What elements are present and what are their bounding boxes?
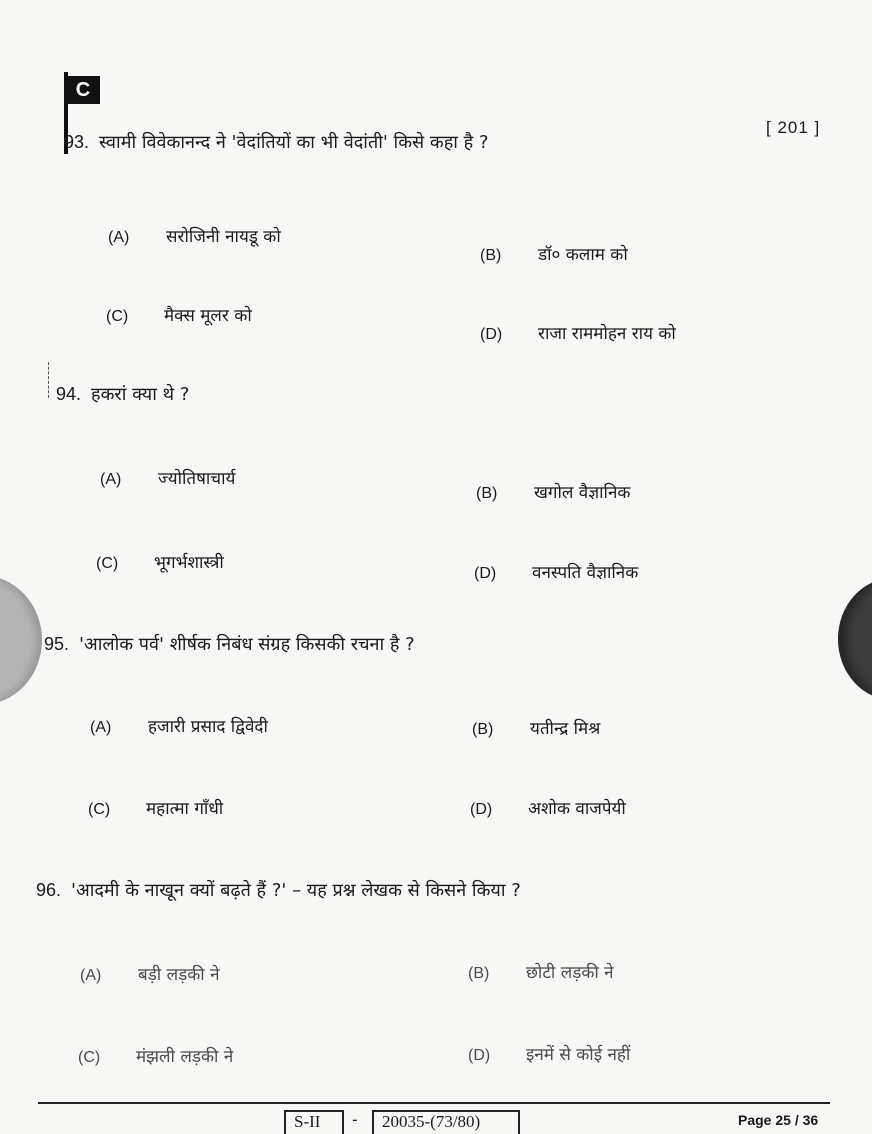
question-number: 94. — [56, 384, 82, 404]
footer-page-number: Page 25 / 36 — [738, 1112, 819, 1128]
question-text: 'आदमी के नाखून क्यों बढ़ते हैं ?' – यह प्रश्न लेखक से किसने किया ? — [71, 880, 521, 901]
q96-option-d — [468, 1042, 630, 1065]
question-95 — [44, 632, 415, 656]
punch-hole-right — [838, 578, 872, 700]
question-93 — [64, 130, 489, 154]
margin-mark — [48, 362, 51, 398]
footer-dash: - — [352, 1110, 358, 1129]
q96-option-b — [468, 960, 614, 983]
question-94 — [56, 382, 189, 406]
page-code: [ 201 ] — [766, 118, 821, 137]
question-text: स्वामी विवेकानन्द ने 'वेदांतियों का भी वेदांती' किसे कहा है ? — [99, 132, 489, 153]
option-label: (C) — [88, 801, 111, 818]
q94-option-b — [476, 480, 630, 503]
option-text: मैक्स मूलर को — [164, 306, 252, 326]
option-label: (C) — [96, 555, 119, 572]
option-text: खगोल वैज्ञानिक — [534, 483, 631, 503]
question-text: हकरां क्या थे ? — [91, 384, 190, 405]
option-label: (A) — [90, 719, 112, 736]
question-number: 93. — [64, 132, 90, 152]
footer-rule — [38, 1102, 830, 1104]
footer-set-box: S-II — [284, 1110, 344, 1134]
q94-option-d — [474, 560, 638, 583]
option-label: (D) — [480, 326, 503, 343]
question-96 — [36, 878, 521, 902]
option-label: (B) — [480, 247, 502, 264]
footer-code-box: 20035-(73/80) — [372, 1110, 520, 1134]
option-text: ज्योतिषाचार्य — [158, 469, 236, 489]
option-label: (A) — [80, 967, 102, 984]
option-text: भूगर्भशास्त्री — [154, 553, 224, 573]
q96-option-a — [80, 962, 220, 985]
option-text: बड़ी लड़की ने — [138, 965, 220, 985]
option-label: (D) — [474, 565, 497, 582]
option-text: सरोजिनी नायडू को — [166, 227, 281, 247]
punch-hole-left — [0, 575, 42, 705]
booklet-series-letter: C — [75, 79, 91, 101]
option-text: अशोक वाजपेयी — [528, 799, 626, 819]
option-label: (C) — [78, 1049, 101, 1066]
q93-option-a — [108, 224, 281, 247]
q93-option-c — [106, 303, 252, 326]
option-label: (B) — [476, 485, 498, 502]
option-text: इनमें से कोई नहीं — [526, 1045, 631, 1065]
q96-option-c — [78, 1044, 233, 1067]
question-number: 95. — [44, 634, 70, 654]
question-text: 'आलोक पर्व' शीर्षक निबंध संग्रह किसकी रचना है ? — [79, 634, 415, 655]
option-text: हजारी प्रसाद द्विवेदी — [148, 717, 268, 737]
option-label: (D) — [468, 1047, 491, 1064]
q95-option-c — [88, 796, 223, 819]
option-text: मंझली लड़की ने — [136, 1047, 234, 1067]
q94-option-a — [100, 466, 235, 489]
option-text: छोटी लड़की ने — [526, 963, 614, 983]
q94-option-c — [96, 550, 224, 573]
q95-option-b — [472, 716, 600, 739]
option-label: (D) — [470, 801, 493, 818]
option-label: (B) — [472, 721, 494, 738]
question-number: 96. — [36, 880, 62, 900]
option-text: वनस्पति वैज्ञानिक — [532, 563, 639, 583]
option-text: यतीन्द्र मिश्र — [530, 719, 601, 739]
option-text: डॉ० कलाम को — [538, 245, 628, 265]
q95-option-d — [470, 796, 626, 819]
option-label: (A) — [108, 229, 130, 246]
q95-option-a — [90, 714, 268, 737]
option-label: (B) — [468, 965, 490, 982]
option-label: (C) — [106, 308, 129, 325]
option-text: राजा राममोहन राय को — [538, 324, 676, 344]
option-text: महात्मा गाँधी — [146, 799, 224, 819]
option-label: (A) — [100, 471, 122, 488]
q93-option-d — [480, 321, 676, 344]
q93-option-b — [480, 242, 628, 265]
